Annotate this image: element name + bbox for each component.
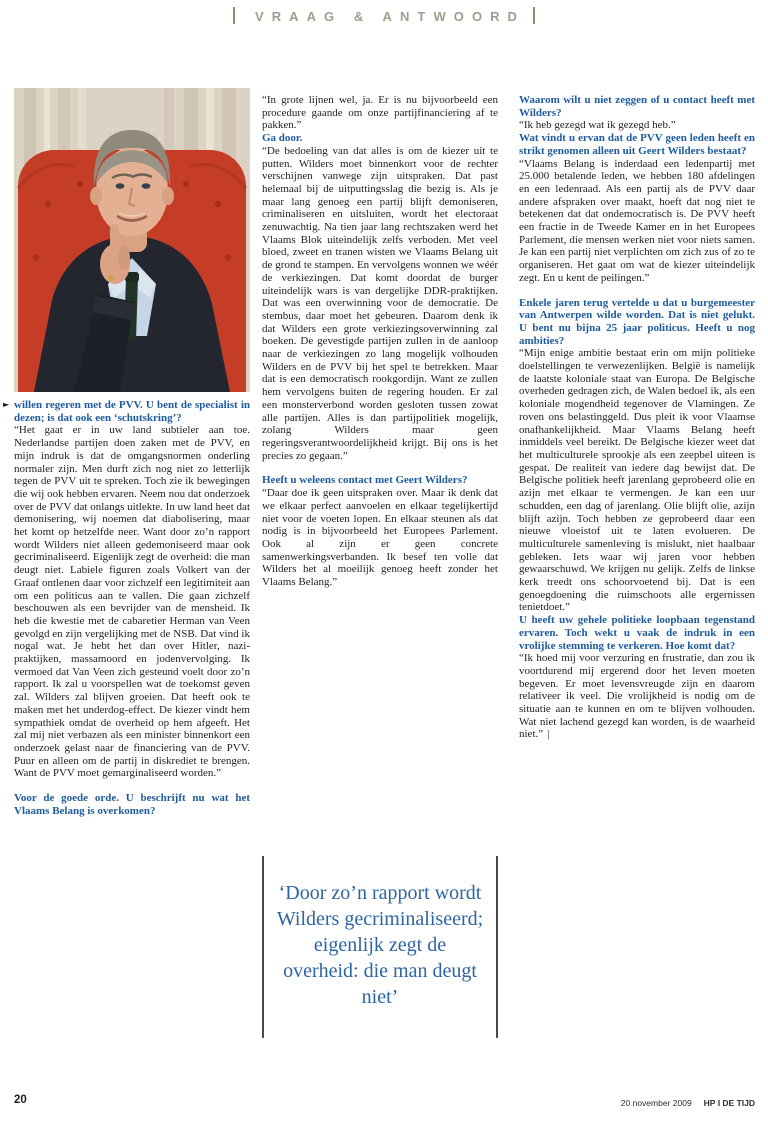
page-number: 20: [14, 1094, 27, 1106]
answer-waarom-niet-zeggen: “Ik heb gezegd wat ik gezegd heb.”: [519, 119, 676, 132]
magazine-name: HP I DE TIJD: [703, 1098, 755, 1108]
question-goede-orde: Voor de goede orde. U beschrijft nu wat het Vlaams Belang is overkomen?: [14, 792, 250, 817]
column-left: [14, 399, 250, 1059]
header-rule-right-icon: [533, 7, 535, 24]
answer-vrolijke-stemming: [519, 652, 755, 741]
issue-date: 20 november 2009: [620, 1098, 692, 1108]
answer-ga-door: “De bedoeling van dat alles is om de kiezer uit te putten. Wilders moet binnenkort voor de rechter verschijnen vanwege zijn uitspraken. Dat past helemaal bij de uitputtingsslag die bezig is. Als je maar lang genoeg een partij blijft demoniseren, criminaliseren en uitsluiten, wordt het electoraat zenuwachtig. Na tien jaar lang rechtszaken werd het Vlaams Blok uiteindelijk zelfs verboden. Met veel bloed, zweet en tranen wisten we Vlaams Belang uit de grond te stampen. En vervolgens wonnen we wéér de verkiezingen. Dat komt doordat de burger uiteindelijk wars is van dergelijke DDR-praktijken. Dat was een overwinning voor de democratie. De stembus, daar moet het gebeuren. Daarom denk ik dat Wilders een grote verkiezingsoverwinning zal boeken. De gevestigde partijen zullen in de aanloop naar de verkiezingen zo lang mogelijk volhouden Wilders en de PVV bij het spel te betrekken. Maar dat is een democratisch rookgordijn. Want ze zullen hem vervolgens buiten de regering houden. Er zal een monsterverbond worden gesloten tussen zowat alle partijen. Alles is dan partijpolitiek mogelijk, zolang Wilders maar geen regeringsverantwoordelijkheid krijgt. Bij ons is het precies zo gegaan.”: [262, 144, 498, 462]
answer-ambities: “Mijn enige ambitie bestaat erin om mijn politieke doelstellingen te verwezenlijken. België is namelijk de laatste koloniale staat van Europa. De Belgische overheden gedragen zich, de Walen bedoel ik, als een koloniale mogendheid tegenover de Vlamingen. Ze roven ons belastinggeld. Dus pleit ik voor Vlaamse onafhankelijkheid. Maar Vlaams Belang heeft inmiddels veel bereikt. De Belgische kiezer weet dat het multiculturele sprookje als een zeepbel uiteen is gespat. De realiteit van iedere dag bewijst dat. De Belgische politiek heeft jarenlang geprobeerd olie en azijn met elkaar te vermengen. Je kan een uur schudden, een dag of jarenlang. Olie blijft olie, azijn blijft azijn. Toch hebben ze geprobeerd daar een nieuwe vloeistof uit te laten evolueren. De multiculturele samenleving is mislukt, niet haalbaar gebleken. Iets waar wij jaren voor hebben gewaarschuwd. We krijgen nu gelijk. Zelfs de linkse kerk treedt ons schoorvoetend bij. Dat is een genoegdoening die ruimschoots alle ergernissen tenietdoet.”: [519, 347, 755, 614]
portrait-illustration: [14, 88, 250, 392]
continuation-arrow-icon: ►: [3, 400, 10, 409]
pull-quote: ‘Door zo’n rapport wordt Wilders gecriminaliseerd; eigenlijk zegt de overheid: die man deugt niet’: [262, 856, 498, 1038]
answer-goede-orde: “In grote lijnen wel, ja. Er is nu bijvoorbeeld een procedure gaande om onze partijfinanciering af te pakken.”: [262, 94, 498, 132]
section-title: VRAAG & ANTWOORD: [254, 9, 526, 24]
question-geen-leden: Wat vindt u ervan dat de PVV geen leden heeft en strikt genomen alleen uit Geert Wilders bestaat?: [519, 132, 755, 157]
answer-schutskring: “Het gaat er in uw land subtieler aan toe. Nederlandse partijen doen zaken met de PVV, en mijn indruk is dat de omgangsnormen onderling normaler zijn. Men durft zich nog niet zo letterlijk tegen de PVV uit te spreken. Toch zie ik bewegingen die wij ook hebben ervaren. Neem nou dat onderzoek over de PVV dat onlangs uitlekte. In uw land heet dat demonisering, wij noemen dat diabolisering, maar het komt op hetzelfde neer. Want door zo’n rapport wordt Wilders niet alleen gedemoniseerd maar ook gecriminaliseerd. Eigenlijk zegt de overheid: die man deugt niet. Labiele figuren zoals Volkert van der Graaf ontlenen daar voor zichzelf een legitimiteit aan om een politicus aan te vallen. Die gaan zichzelf beschouwen als een bevrijder van de mensheid. Ik heb die kwestie met de cabaretier Herman van Veen gevolgd en zijn vergelijking met de NSB. Dat vind ik nogal wat. Je hebt het dan over Hitler, nazi-praktijken, massamoord en jodenvervolging. Ik vermoed dat Van Veen zich gesteund voelt door zo’n rapport. Ik zal u voorspellen wat de toekomst geven zal. Wilders zal blijven groeien. Dat heeft ook te maken met het underdog-effect. De kiezer vindt hem sympathiek omdat de overheid op hem afgeeft. Het zal mij niet verbazen als een minister binnenkort een onderzoek gelast naar de financiering van de PVV. Puur en alleen om de partij in diskrediet te brengen. Want de PVV moet gemarginaliseerd worden.”: [14, 424, 250, 780]
header-rule-left-icon: [233, 7, 235, 24]
answer-geen-leden: “Vlaams Belang is inderdaad een ledenpartij met 25.000 betalende leden, we hebben 180 afdelingen en een ledenraad. Als een partij als de PVV daar andere afspraken over maakt, hoeft dat nog niet te betekenen dat dat ondemocratisch is. De PVV heeft een fractie in de Tweede Kamer en in het Europees Parlement, die mensen werken niet voor niets samen. Je kan een partij niet verplichten om zich zus of zo te organiseren. Het gaat om wat de kiezer uiteindelijk zegt. En u kent de peilingen.”: [519, 157, 755, 284]
section-header: [0, 7, 768, 24]
question-contact-wilders: Heeft u weleens contact met Geert Wilders?: [262, 474, 468, 487]
question-schutskring: willen regeren met de PVV. U bent de specialist in dezen; is dat ook een ‘schutskring’?: [14, 399, 250, 424]
column-right: [519, 94, 755, 1080]
question-ga-door: Ga door.: [262, 132, 303, 145]
footer-credit: [621, 1098, 755, 1108]
question-vrolijke-stemming: U heeft uw gehele politieke loopbaan tegenstand ervaren. Toch wekt u vaak de indruk in een vrolijke stemming te verkeren. Hoe komt dat?: [519, 614, 755, 652]
portrait-photo: [14, 88, 250, 392]
article-end-mark: |: [547, 728, 550, 741]
answer-text: “Ik hoed mij voor verzuring en frustratie, dan zou ik voortdurend mij ergerend door het leven moeten begeven. Er moet levensvreugde zijn en daarom relativeer ik veel. Die vrolijkheid is nodig om de situatie aan te kunnen en om te blijven volhouden. Wat niet lachend gezegd kan worden, is de waarheid niet.”: [519, 652, 755, 741]
question-waarom-niet-zeggen: Waarom wilt u niet zeggen of u contact heeft met Wilders?: [519, 94, 755, 119]
column-middle: [262, 94, 498, 850]
question-ambities: Enkele jaren terug vertelde u dat u burgemeester van Antwerpen wilde worden. Dat is niet gelukt. U bent nu bijna 25 jaar politicus. Heeft u nog ambities?: [519, 296, 755, 347]
answer-contact-wilders: “Daar doe ik geen uitspraken over. Maar ik denk dat we elkaar perfect aanvoelen en elkaar tegelijkertijd niet voor de voeten lopen. En elkaar steunen als dat nodig is in bijvoorbeeld het Europees Parlement. Ook al zijn er geen concrete samenwerkingsverbanden. Ik besef ten volle dat Wilders het al moeilijk genoeg heeft zonder het Vlaams Belang.”: [262, 487, 498, 589]
